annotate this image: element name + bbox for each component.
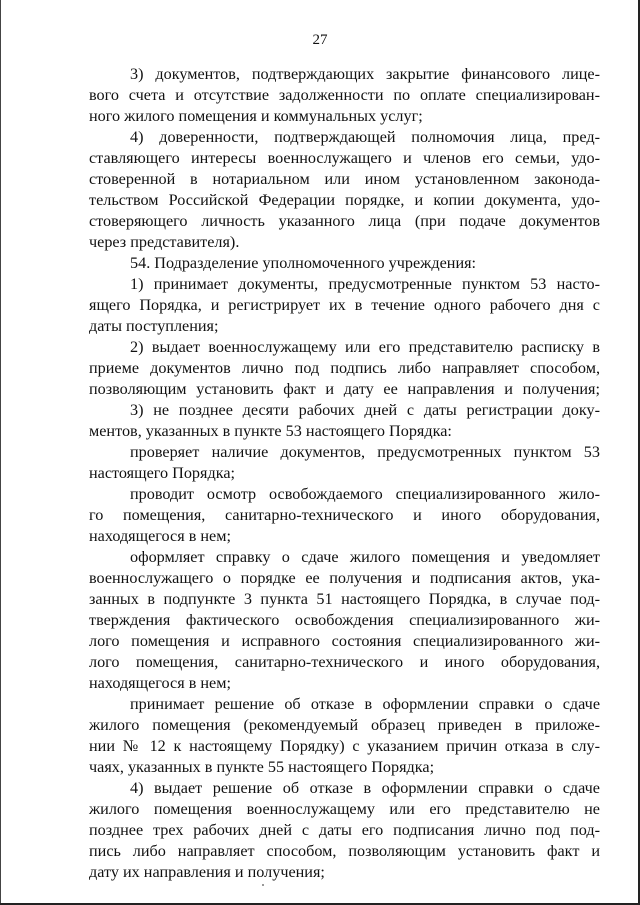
text-line: стоверяющего личность указанного лица (при подаче документов — [89, 212, 600, 230]
text-line: ного жилого помещения и коммунальных услуг; — [89, 107, 423, 125]
text-line: тельством Российской Федерации порядке, и копии документа, удо- — [89, 191, 600, 209]
page-number: 27 — [312, 32, 328, 48]
text-line: го помещения, санитарно-технического и иного оборудования, — [89, 506, 600, 524]
text-line: находящегося в нем; — [89, 674, 231, 692]
text-line: тверждения фактического освобождения специализированного жи- — [89, 611, 600, 629]
text-line: проверяет наличие документов, предусмотренных пунктом 53 — [130, 443, 600, 461]
text-line: 2) выдает военнослужащему или его представителю расписку в — [130, 338, 600, 356]
text-line: 4) доверенности, подтверждающей полномочия лица, пред- — [130, 128, 600, 146]
text-line: 54. Подразделение уполномоченного учреждения: — [130, 254, 477, 272]
text-line: даты поступления; — [89, 317, 219, 335]
text-line: жилого помещения (рекомендуемый образец приведен в приложе- — [89, 716, 600, 734]
text-line: через представителя). — [89, 233, 240, 251]
text-line: 1) принимает документы, предусмотренные пунктом 53 насто- — [130, 275, 600, 293]
text-line: приеме документов лично под подпись либо направляет способом, — [89, 359, 600, 377]
text-line: находящегося в нем; — [89, 527, 231, 545]
text-line: ментов, указанных в пункте 53 настоящего Порядка: — [89, 422, 452, 440]
text-line: вого счета и отсутствие задолженности по оплате специализирован- — [89, 86, 600, 104]
text-line: 3) не позднее десяти рабочих дней с даты регистрации доку- — [130, 401, 600, 419]
text-line: 3) документов, подтверждающих закрытие финансового лице- — [130, 65, 600, 83]
text-line: позднее трех рабочих дней с даты его подписания лично под под- — [89, 821, 600, 839]
text-line: настоящего Порядка; — [89, 464, 236, 482]
text-line: лого помещения и исправного состояния специализированного жи- — [89, 632, 600, 650]
text-line: стоверенной в нотариальном или ином установленном законода- — [89, 170, 600, 188]
text-line: пись либо направляет способом, позволяющим установить факт и — [89, 842, 600, 860]
text-line: жилого помещения военнослужащему или его представителю не — [89, 800, 600, 818]
text-line: дату их направления и получения; — [89, 863, 325, 881]
text-line: оформляет справку о сдаче жилого помещения и уведомляет — [130, 548, 600, 566]
scan-edge-left — [0, 0, 1, 905]
text-line: нии № 12 к настоящему Порядку) с указанием причин отказа в слу- — [89, 737, 600, 755]
text-line: 4) выдает решение об отказе в оформлении справки о сдаче — [130, 779, 600, 797]
text-line: лого помещения, санитарно-технического и иного оборудования, — [89, 653, 600, 671]
text-line: ящего Порядка, и регистрирует их в течение одного рабочего дня с — [89, 296, 600, 314]
text-line: военнослужащего о порядке ее получения и подписания актов, ука- — [89, 569, 600, 587]
text-line: проводит осмотр освобождаемого специализированного жило- — [130, 485, 600, 503]
text-line: позволяющим установить факт и дату ее направления и получения; — [89, 380, 600, 398]
text-line: чаях, указанных в пункте 55 настоящего Порядка; — [89, 758, 435, 776]
text-line: принимает решение об отказе в оформлении справки о сдаче — [130, 695, 600, 713]
text-line: занных в подпункте 3 пункта 51 настоящего Порядка, в случае под- — [89, 590, 600, 608]
text-line: ставляющего интересы военнослужащего и членов его семьи, удо- — [89, 149, 600, 167]
scan-speck — [262, 884, 264, 886]
